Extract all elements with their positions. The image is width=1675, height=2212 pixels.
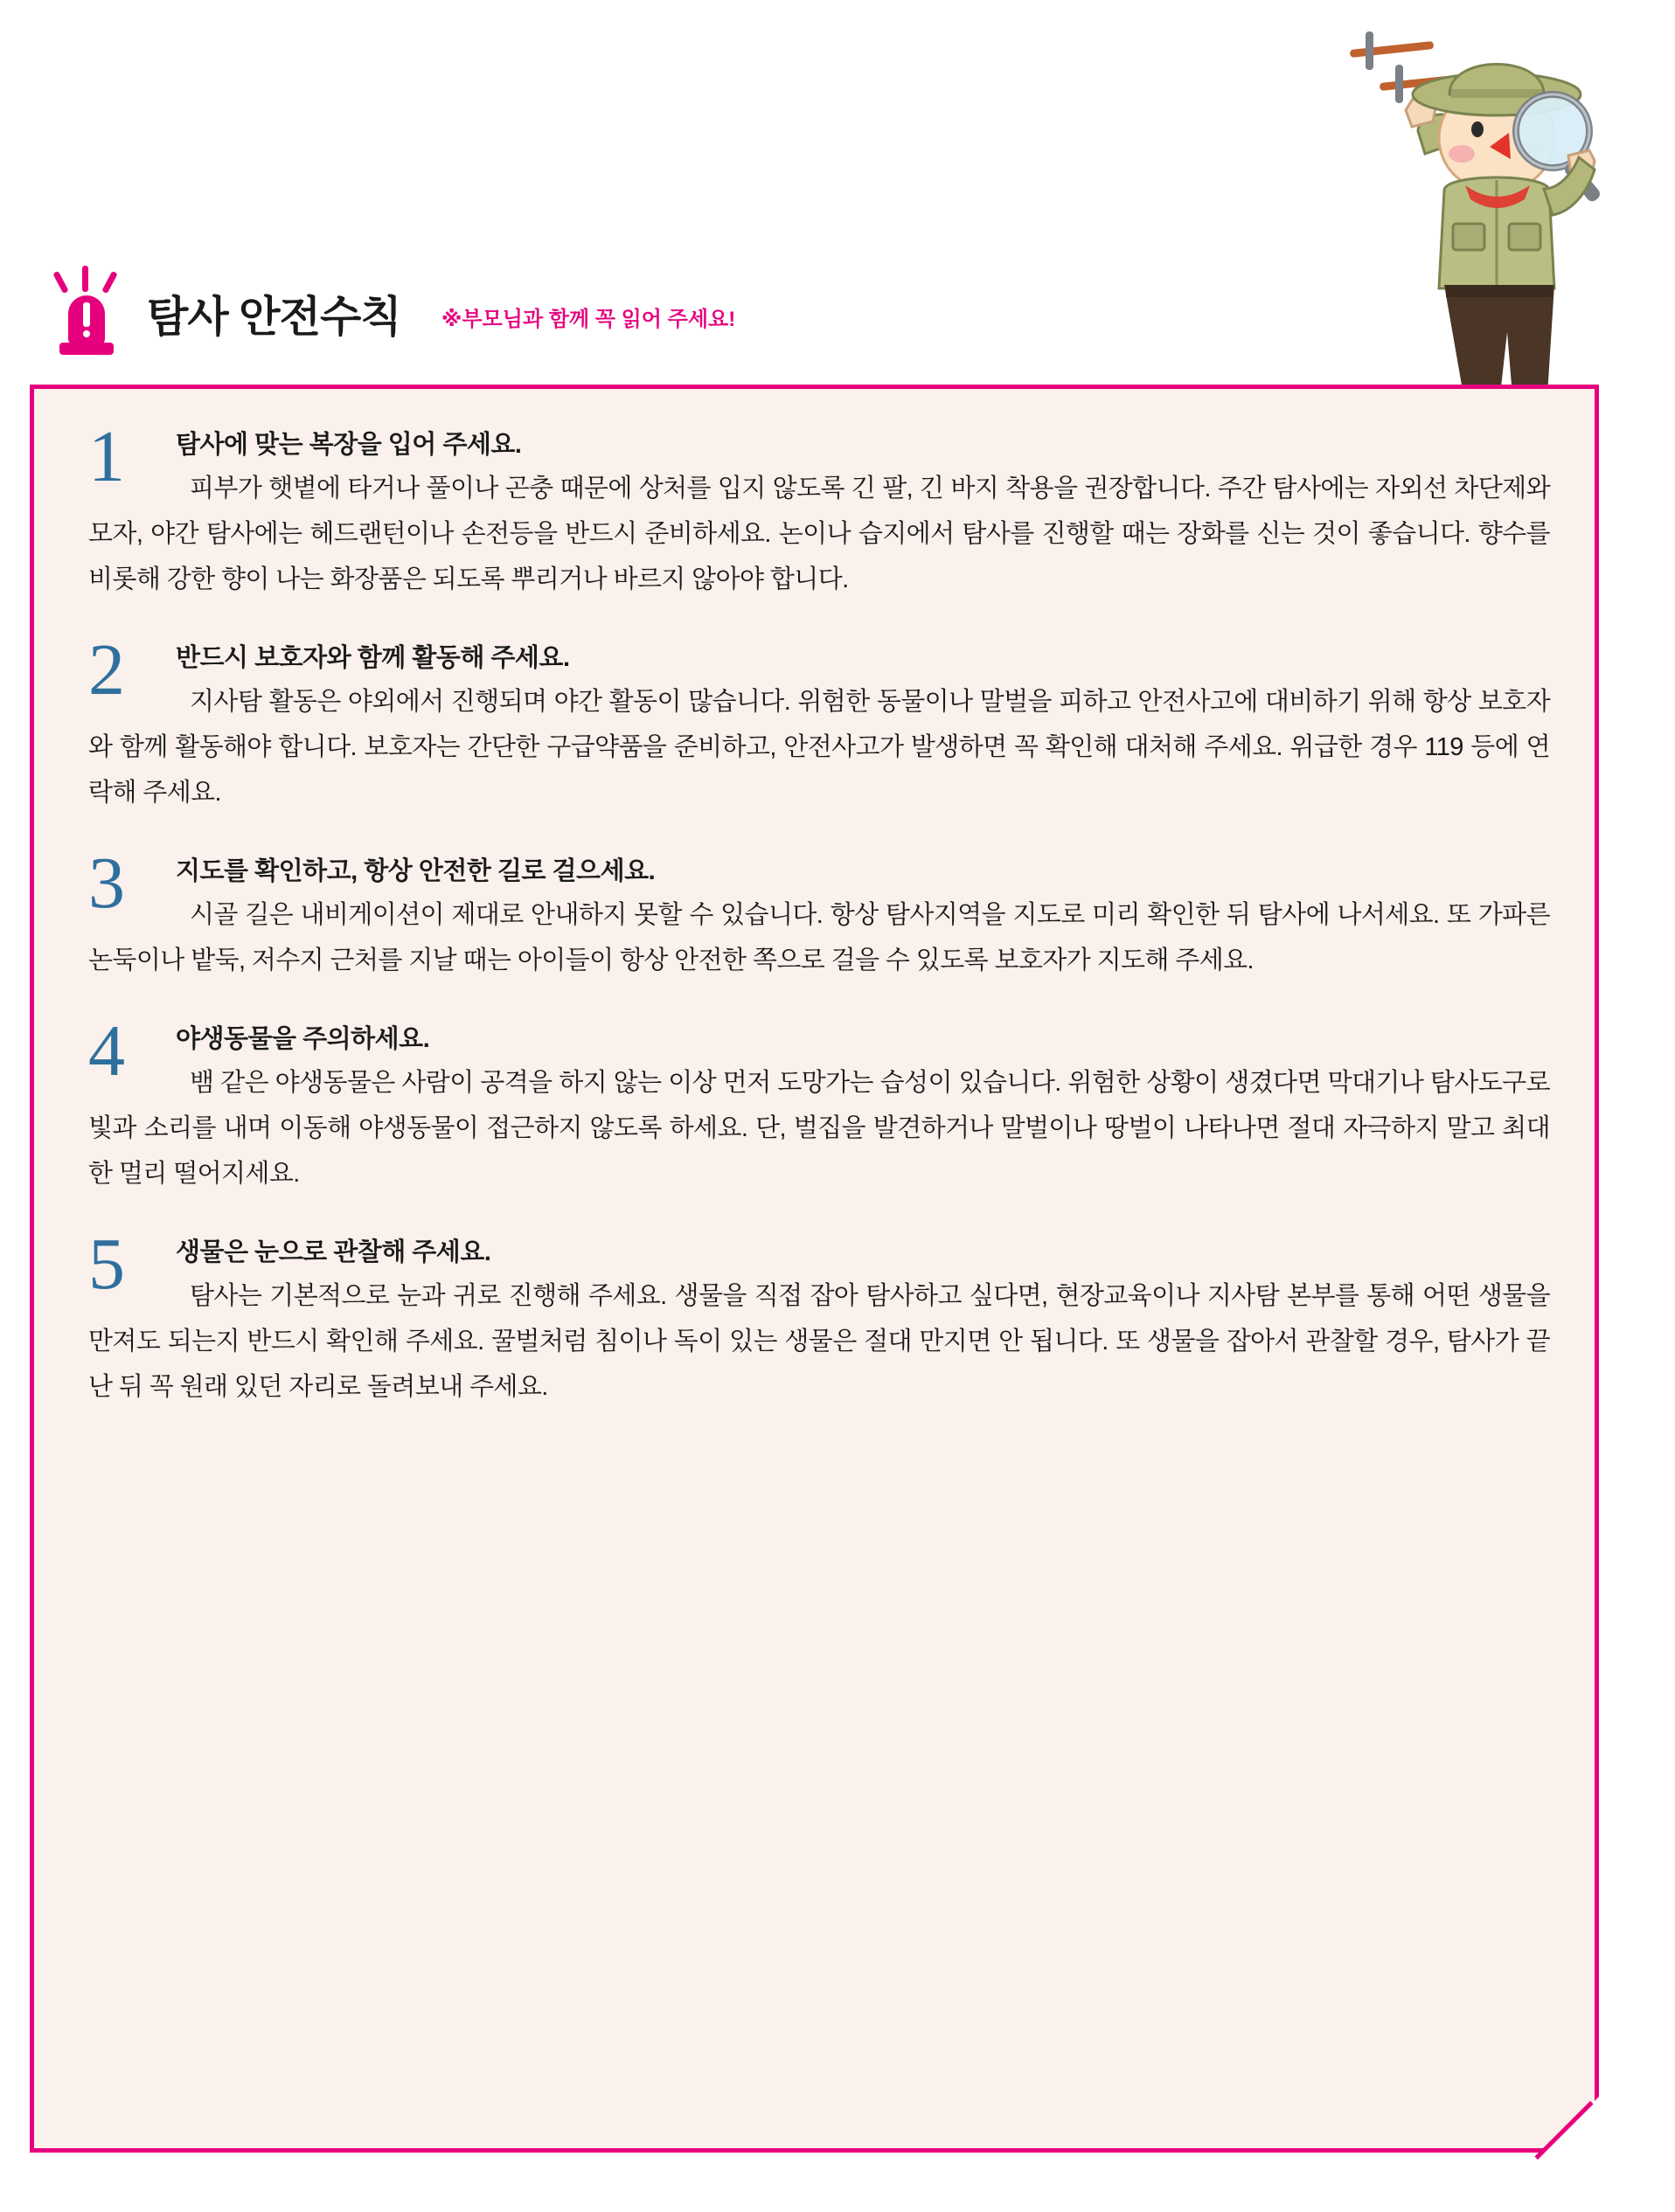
rule-number: 3 — [88, 843, 125, 924]
rule-item-2 — [88, 629, 1550, 815]
rule-number: 5 — [88, 1224, 125, 1305]
safety-rules-panel — [30, 385, 1599, 2153]
rule-title: 반드시 보호자와 함께 활동해 주세요. — [176, 644, 570, 672]
page-title: 탐사 안전수칙 — [147, 294, 401, 341]
siren-icon — [42, 271, 129, 367]
rule-title: 생물은 눈으로 관찰해 주세요. — [176, 1238, 491, 1266]
safety-rules-list — [88, 416, 1550, 1445]
rule-body: 지사탐 활동은 야외에서 진행되며 야간 활동이 많습니다. 위험한 동물이나 말벌을 피하고 안전사고에 대비하기 위해 항상 보호자와 함께 활동해야 합니다. 보호자는 간단한 구급약품을 준비하고, 안전사고가 발생하면 꼭 확인해 대처해 주세요. 위급한 경우 119 등에 연락해 주세요. — [88, 688, 1550, 807]
rule-title: 지도를 확인하고, 항상 안전한 길로 걸으세요. — [176, 857, 656, 885]
rule-title: 야생동물을 주의하세요. — [176, 1025, 430, 1053]
section-header — [0, 262, 1675, 367]
rule-number: 1 — [88, 416, 125, 497]
rule-body: 탐사는 기본적으로 눈과 귀로 진행해 주세요. 생물을 직접 잡아 탐사하고 싶다면, 현장교육이나 지사탐 본부를 통해 어떤 생물을 만져도 되는지 반드시 확인해 주세요. 꿀벌처럼 침이나 독이 있는 생물은 절대 만지면 안 됩니다. 또 생물을 잡아서 관찰할 경우, 탐사가 끝난 뒤 꼭 원래 있던 자리로 돌려보내 주세요. — [88, 1282, 1550, 1401]
rule-number: 2 — [88, 629, 125, 711]
rule-item-1 — [88, 416, 1550, 602]
rule-body: 뱀 같은 야생동물은 사람이 공격을 하지 않는 이상 먼저 도망가는 습성이 있습니다. 위험한 상황이 생겼다면 막대기나 탐사도구로 빛과 소리를 내며 이동해 야생동물이 접근하지 않도록 하세요. 단, 벌집을 발견하거나 말벌이나 땅벌이 나타나면 절대 자극하지 말고 최대한 멀리 떨어지세요. — [88, 1069, 1550, 1188]
rule-item-5 — [88, 1224, 1550, 1410]
rule-item-3 — [88, 843, 1550, 983]
rule-body: 시골 길은 내비게이션이 제대로 안내하지 못할 수 있습니다. 항상 탐사지역을 지도로 미리 확인한 뒤 탐사에 나서세요. 또 가파른 논둑이나 밭둑, 저수지 근처를 지날 때는 아이들이 항상 안전한 쪽으로 걸을 수 있도록 보호자가 지도해 주세요. — [88, 901, 1550, 974]
rule-body: 피부가 햇볕에 타거나 풀이나 곤충 때문에 상처를 입지 않도록 긴 팔, 긴 바지 착용을 권장합니다. 주간 탐사에는 자외선 차단제와 모자, 야간 탐사에는 헤드랜턴이나 손전등을 반드시 준비하세요. 논이나 습지에서 탐사를 진행할 때는 장화를 신는 것이 좋습니다. 향수를 비롯해 강한 향이 나는 화장품은 되도록 뿌리거나 바르지 않아야 합니다. — [88, 475, 1550, 593]
rule-item-4 — [88, 1010, 1550, 1196]
rule-number: 4 — [88, 1010, 125, 1092]
rule-title: 탐사에 맞는 복장을 입어 주세요. — [176, 431, 522, 459]
parent-notice: ※부모님과 함께 꼭 읽어 주세요! — [441, 308, 736, 331]
